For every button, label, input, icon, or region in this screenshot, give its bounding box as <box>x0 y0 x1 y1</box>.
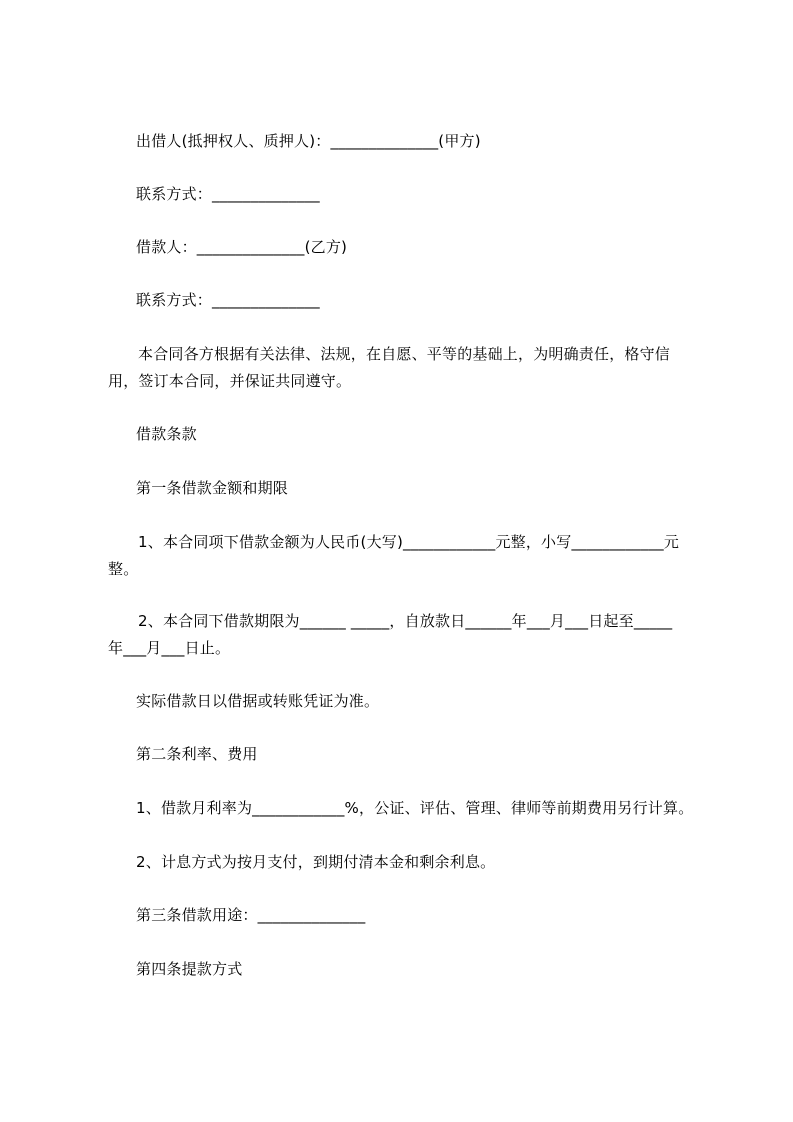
lender-line: 出借人(抵押权人、质押人)：______________(甲方) <box>136 132 481 150</box>
borrower-line: 借款人：______________(乙方) <box>136 238 348 256</box>
borrower-contact-line: 联系方式：______________ <box>136 291 320 309</box>
article1-item2-line-1: 2、本合同下借款期限为______ _____，自放款日______年___月___日起至_____ <box>138 612 673 630</box>
article1-title: 第一条借款金额和期限 <box>136 479 289 497</box>
preamble-line-2: 用，签订本合同，并保证共同遵守。 <box>108 372 352 390</box>
preamble-line-1: 本合同各方根据有关法律、法规，在自愿、平等的基础上，为明确责任，格守信 <box>138 345 671 363</box>
article1-item1-line-1: 1、本合同项下借款金额为人民币(大写)____________元整，小写____________元 <box>138 533 680 551</box>
article1-note: 实际借款日以借据或转账凭证为准。 <box>136 692 380 710</box>
article1-item1-line-2: 整。 <box>108 560 139 578</box>
article2-item1: 1、借款月利率为____________%，公证、评估、管理、律师等前期费用另行计算。 <box>136 799 694 817</box>
article1-item2-line-2: 年___月___日止。 <box>108 639 231 657</box>
article2-title: 第二条利率、费用 <box>136 745 258 763</box>
article3-line: 第三条借款用途：______________ <box>136 906 366 924</box>
article2-item2: 2、计息方式为按月支付，到期付清本金和剩余利息。 <box>136 853 496 871</box>
lender-contact-line: 联系方式：______________ <box>136 185 320 203</box>
section-title: 借款条款 <box>136 425 197 443</box>
article4-title: 第四条提款方式 <box>136 960 243 978</box>
